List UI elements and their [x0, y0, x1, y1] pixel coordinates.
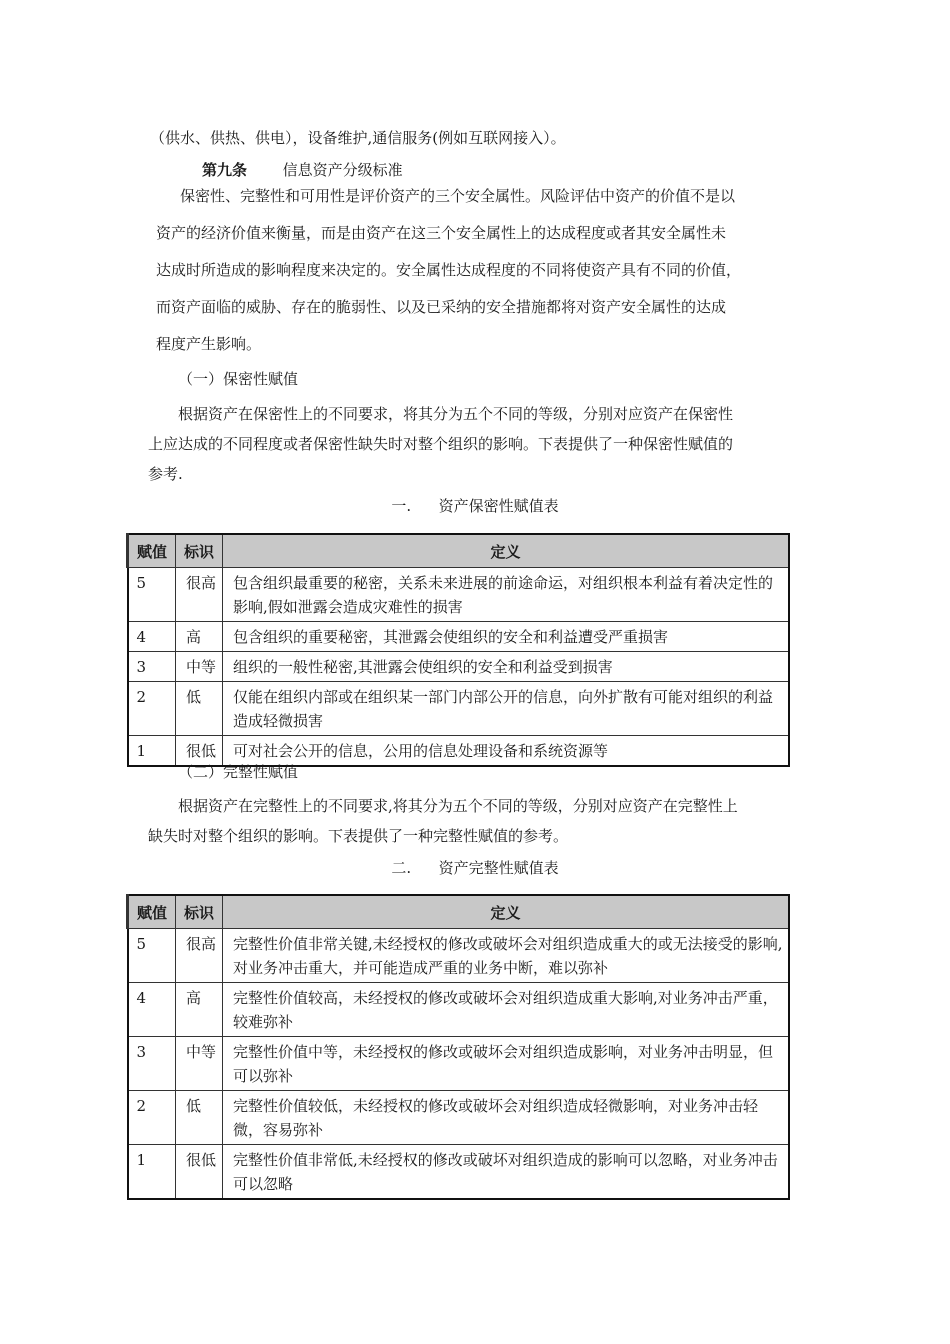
- paragraph-line: 缺失时对整个组织的影响。下表提供了一种完整性赋值的参考。: [148, 827, 569, 845]
- cell-label: 很低: [176, 1145, 223, 1200]
- cell-label: 低: [176, 1091, 223, 1145]
- paragraph-line: 上应达成的不同程度或者保密性缺失时对整个组织的影响。下表提供了一种保密性赋值的: [148, 435, 734, 453]
- table1-caption-text: 资产保密性赋值表: [438, 497, 559, 515]
- table-row: [128, 1091, 790, 1145]
- table1-caption: [0, 496, 950, 516]
- cell-value: 4: [128, 983, 176, 1037]
- cell-label: 高: [176, 622, 223, 652]
- table-row: [128, 682, 790, 736]
- cell-definition: 仅能在组织内部或在组织某一部门内部公开的信息，向外扩散有可能对组织的利益造成轻微损害: [223, 682, 790, 736]
- header-label: 标识: [176, 534, 223, 568]
- cell-definition: 包含组织的重要秘密，其泄露会使组织的安全和利益遭受严重损害: [223, 622, 790, 652]
- header-value: 赋值: [128, 895, 176, 929]
- cell-definition: 完整性价值较高，未经授权的修改或破坏会对组织造成重大影响,对业务冲击严重，较难弥补: [223, 983, 790, 1037]
- cell-value: 1: [128, 1145, 176, 1200]
- article-title: 信息资产分级标准: [282, 161, 403, 179]
- cell-definition: 可对社会公开的信息，公用的信息处理设备和系统资源等: [223, 736, 790, 767]
- table-row: [128, 652, 790, 682]
- table-row: [128, 1145, 790, 1200]
- cell-value: 4: [128, 622, 176, 652]
- cell-label: 高: [176, 983, 223, 1037]
- header-label: 标识: [176, 895, 223, 929]
- header-definition: 定义: [223, 534, 790, 568]
- table2-caption-text: 资产完整性赋值表: [438, 859, 559, 877]
- cell-label: 中等: [176, 652, 223, 682]
- cell-value: 5: [128, 568, 176, 622]
- paragraph-continued: （供水、供热、供电），设备维护,通信服务(例如互联网接入）。: [150, 129, 566, 147]
- table2-caption-number: 二.: [391, 859, 412, 877]
- paragraph-line: 参考.: [148, 465, 183, 483]
- header-value: 赋值: [128, 534, 176, 568]
- cell-label: 低: [176, 682, 223, 736]
- cell-definition: 包含组织最重要的秘密，关系未来进展的前途命运，对组织根本利益有着决定性的影响,假如泄露会造成灾难性的损害: [223, 568, 790, 622]
- cell-definition: 完整性价值中等，未经授权的修改或破坏会对组织造成影响，对业务冲击明显，但可以弥补: [223, 1037, 790, 1091]
- cell-definition: 完整性价值非常低,未经授权的修改或破坏对组织造成的影响可以忽略，对业务冲击可以忽略: [223, 1145, 790, 1200]
- paragraph-line: 资产的经济价值来衡量，而是由资产在这三个安全属性上的达成程度或者其安全属性未: [156, 224, 727, 242]
- paragraph-line: 而资产面临的威胁、存在的脆弱性、以及已采纳的安全措施都将对资产安全属性的达成: [156, 298, 727, 316]
- cell-label: 很高: [176, 568, 223, 622]
- cell-value: 1: [128, 736, 176, 767]
- table2-caption: [0, 858, 950, 878]
- table-row: [128, 1037, 790, 1091]
- cell-value: 3: [128, 1037, 176, 1091]
- header-definition: 定义: [223, 895, 790, 929]
- cell-label: 很低: [176, 736, 223, 767]
- integrity-table: [126, 894, 790, 1200]
- paragraph-line: 保密性、完整性和可用性是评价资产的三个安全属性。风险评估中资产的价值不是以: [180, 187, 736, 205]
- table-row: [128, 983, 790, 1037]
- table-row: [128, 568, 790, 622]
- article-heading: [202, 160, 403, 180]
- paragraph-line: 根据资产在完整性上的不同要求,将其分为五个不同的等级，分别对应资产在完整性上: [178, 797, 738, 815]
- section-title-integrity: （二）完整性赋值: [178, 763, 299, 781]
- cell-definition: 组织的一般性秘密,其泄露会使组织的安全和利益受到损害: [223, 652, 790, 682]
- confidentiality-table: [126, 533, 790, 767]
- paragraph-line: 程度产生影响。: [156, 335, 262, 353]
- cell-definition: 完整性价值非常关键,未经授权的修改或破坏会对组织造成重大的或无法接受的影响,对业务冲击重大，并可能造成严重的业务中断，难以弥补: [223, 929, 790, 983]
- cell-value: 5: [128, 929, 176, 983]
- paragraph-line: 达成时所造成的影响程度来决定的。安全属性达成程度的不同将使资产具有不同的价值，: [156, 261, 742, 279]
- article-label: 第九条: [202, 161, 248, 179]
- table-row: [128, 622, 790, 652]
- cell-definition: 完整性价值较低，未经授权的修改或破坏会对组织造成轻微影响，对业务冲击轻微，容易弥补: [223, 1091, 790, 1145]
- cell-label: 中等: [176, 1037, 223, 1091]
- table-header-row: [128, 895, 790, 929]
- table-header-row: [128, 534, 790, 568]
- cell-value: 3: [128, 652, 176, 682]
- table-row: [128, 929, 790, 983]
- paragraph-line: 根据资产在保密性上的不同要求，将其分为五个不同的等级，分别对应资产在保密性: [178, 405, 734, 423]
- cell-label: 很高: [176, 929, 223, 983]
- cell-value: 2: [128, 1091, 176, 1145]
- cell-value: 2: [128, 682, 176, 736]
- table1-caption-number: 一.: [391, 497, 412, 515]
- section-title-confidentiality: （一）保密性赋值: [178, 370, 299, 388]
